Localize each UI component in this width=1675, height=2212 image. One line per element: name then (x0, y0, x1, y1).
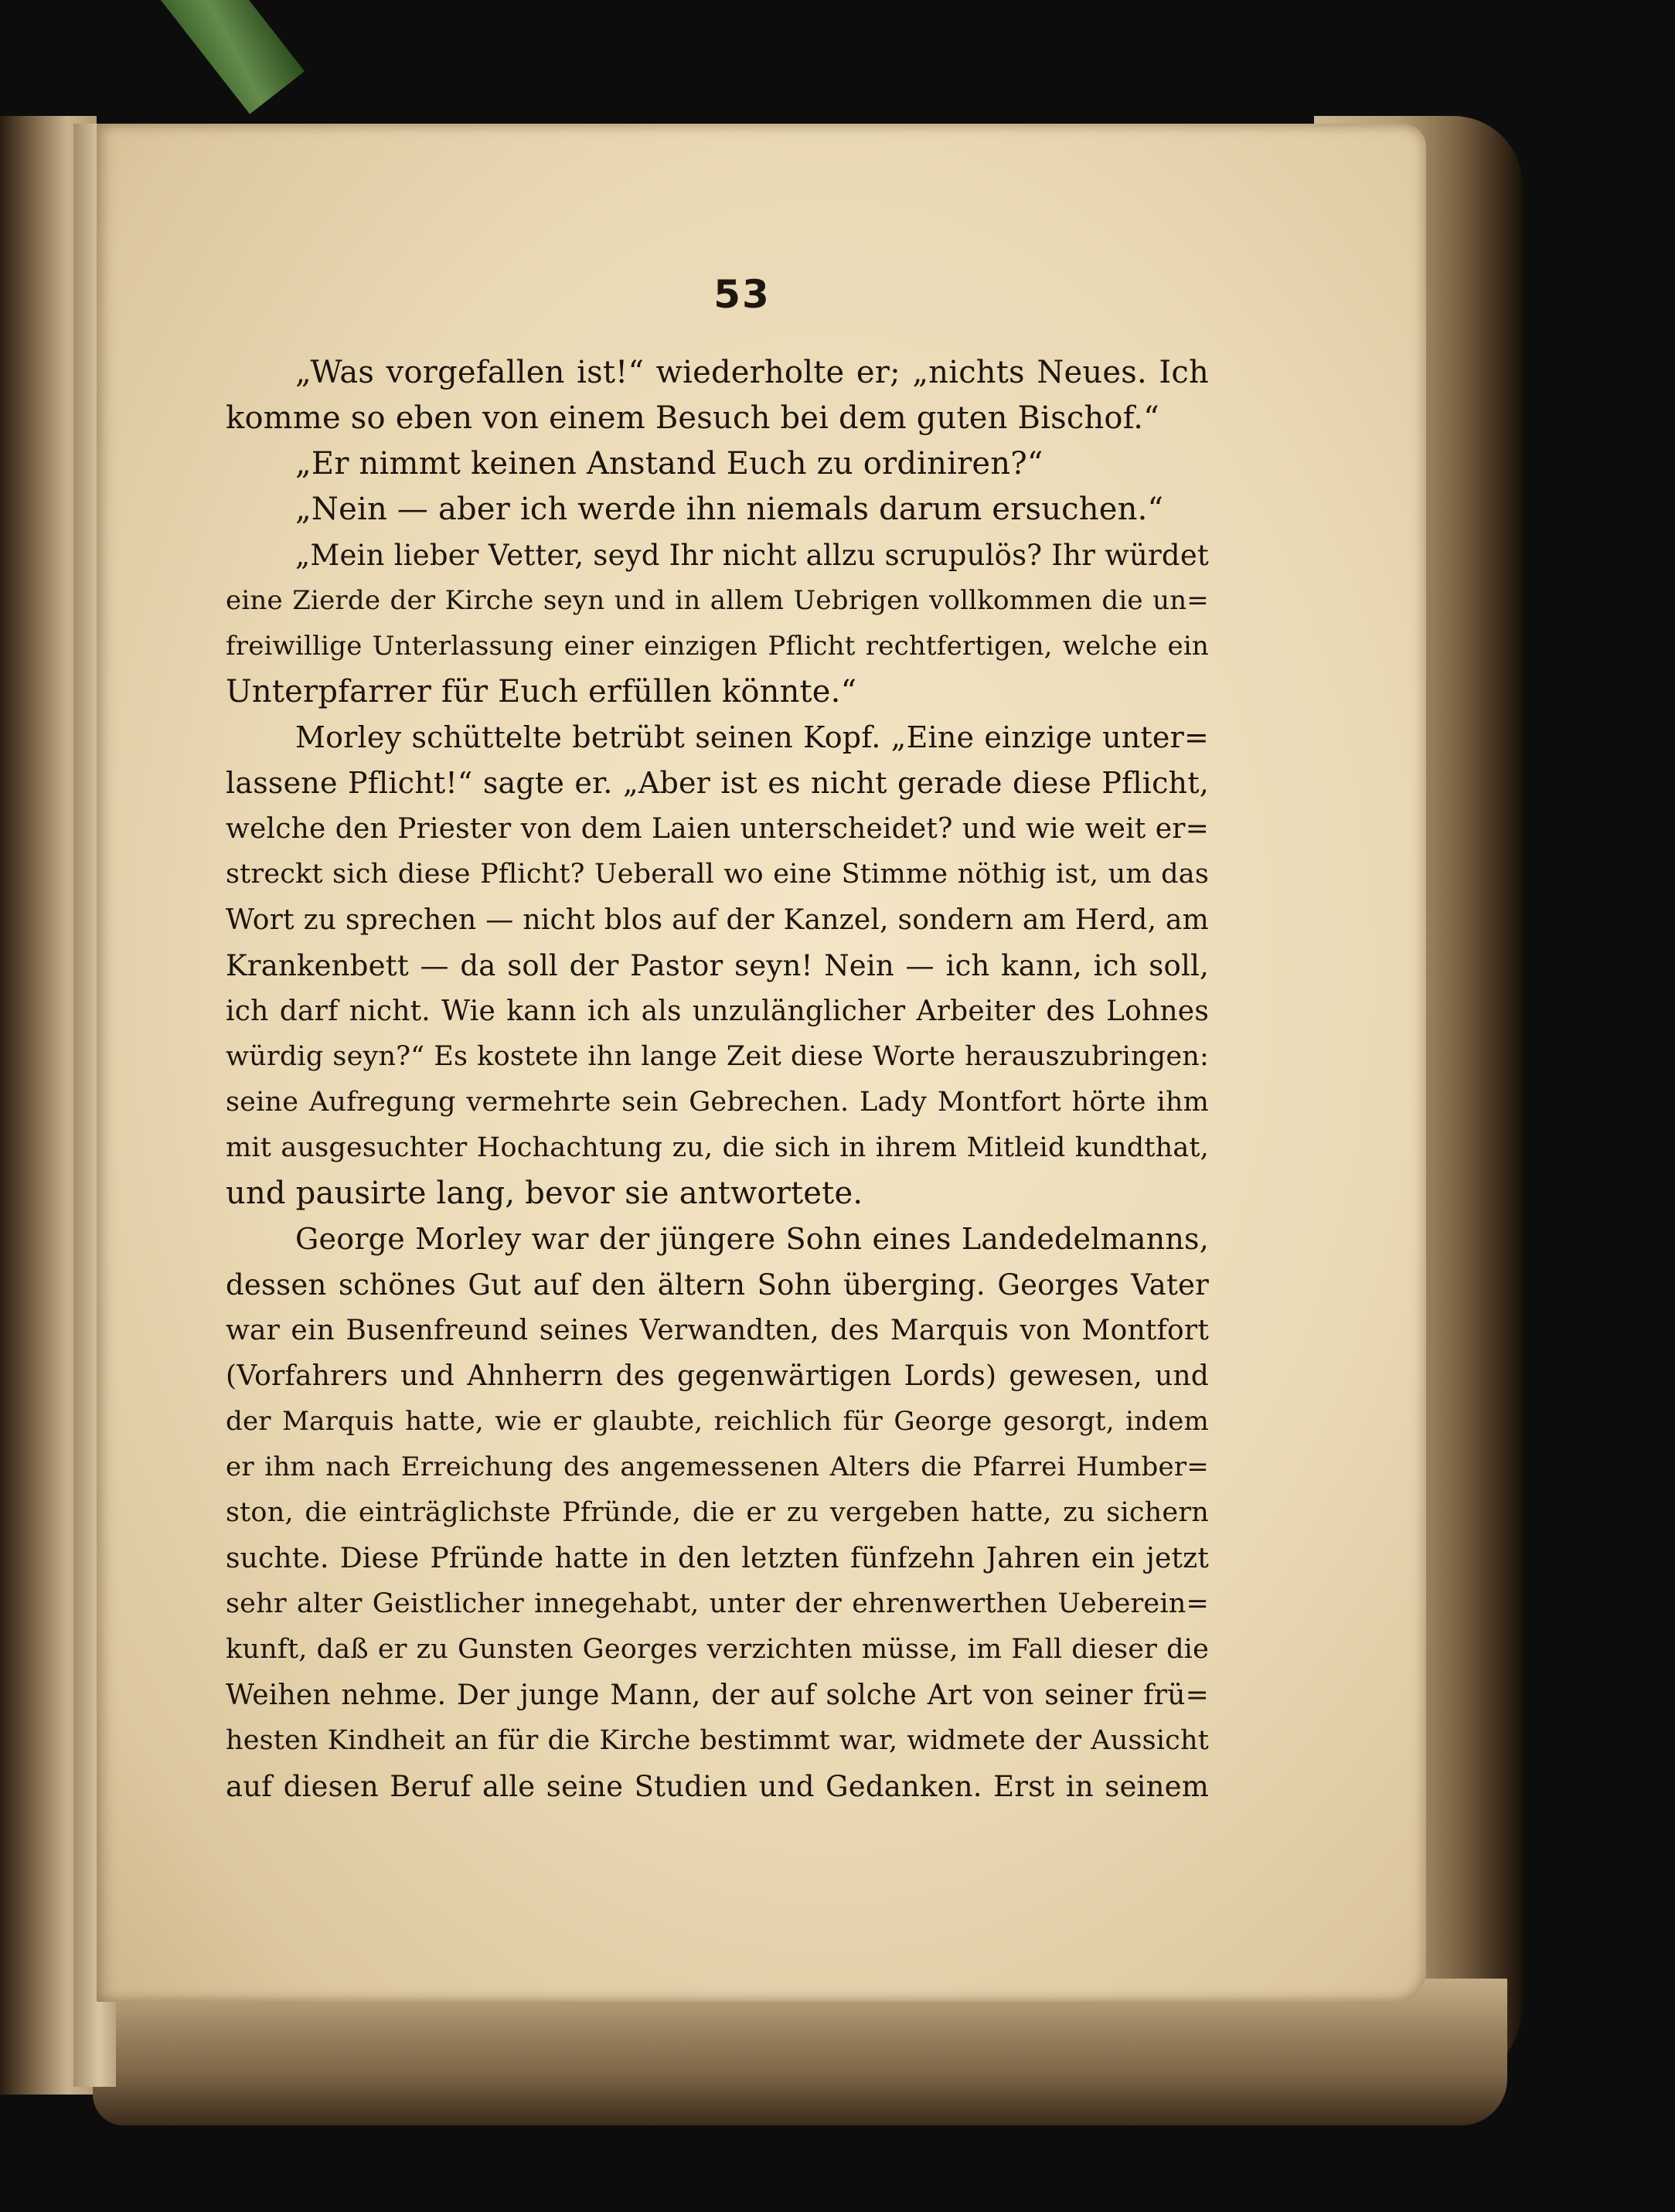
text-line: Krankenbett — da soll der Pastor seyn! Nein — ich kann, ich soll, (226, 949, 1209, 982)
text-line: hesten Kindheit an für die Kirche bestimmt war, widmete der Aussicht (226, 1725, 1209, 1756)
text-line: „Was vorgefallen ist!“ wiederholte er; „nichts Neues. Ich (295, 355, 1209, 390)
text-line: „Nein — aber ich werde ihn niemals darum ersuchen.“ (295, 492, 1164, 527)
text-line: George Morley war der jüngere Sohn eines Landedelmanns, (295, 1222, 1209, 1256)
text-line: dessen schönes Gut auf den ältern Sohn überging. Georges Vater (226, 1268, 1209, 1302)
text-line: Morley schüttelte betrübt seinen Kopf. „Eine einzige unter= (295, 720, 1209, 754)
text-line: lassene Pflicht!“ sagte er. „Aber ist es nicht gerade diese Pflicht, (226, 766, 1209, 800)
text-line: Unterpfarrer für Euch erfüllen könnte.“ (226, 674, 857, 710)
text-line: freiwillige Unterlassung einer einzigen Pflicht rechtfertigen, welche ein (226, 631, 1209, 662)
text-line: streckt sich diese Pflicht? Ueberall wo eine Stimme nöthig ist, um das (226, 859, 1209, 890)
text-line: war ein Busenfreund seines Verwandten, des Marquis von Montfort (226, 1315, 1209, 1346)
text-line: ston, die einträglichste Pfründe, die er zu vergeben hatte, zu sichern (226, 1497, 1209, 1528)
text-line: „Er nimmt keinen Anstand Euch zu ordiniren?“ (295, 446, 1043, 482)
text-line: komme so eben von einem Besuch bei dem guten Bischof.“ (226, 400, 1159, 436)
text-line: Wort zu sprechen — nicht blos auf der Kanzel, sondern am Herd, am (226, 904, 1209, 936)
text-line: der Marquis hatte, wie er glaubte, reichlich für George gesorgt, indem (226, 1406, 1209, 1437)
text-line: auf diesen Beruf alle seine Studien und Gedanken. Erst in seinem (226, 1770, 1209, 1803)
text-line: welche den Priester von dem Laien unterscheidet? und wie weit er= (226, 813, 1209, 845)
text-line: mit ausgesuchter Hochachtung zu, die sich in ihrem Mitleid kundthat, (226, 1132, 1209, 1163)
text-line: eine Zierde der Kirche seyn und in allem Uebrigen vollkommen die un= (226, 585, 1209, 616)
text-line: suchte. Diese Pfründe hatte in den letzten fünfzehn Jahren ein jetzt (226, 1543, 1209, 1574)
text-line: Weihen nehme. Der junge Mann, der auf solche Art von seiner frü= (226, 1679, 1209, 1711)
text-line: sehr alter Geistlicher innegehabt, unter der ehrenwerthen Ueberein= (226, 1588, 1209, 1619)
text-line: würdig seyn?“ Es kostete ihn lange Zeit diese Worte herauszubringen: (226, 1041, 1209, 1072)
text-line: „Mein lieber Vetter, seyd Ihr nicht allzu scrupulös? Ihr würdet (295, 539, 1209, 572)
text-line: kunft, daß er zu Gunsten Georges verzichten müsse, im Fall dieser die (226, 1634, 1209, 1665)
text-line: er ihm nach Erreichung des angemessenen Alters die Pfarrei Humber= (226, 1451, 1209, 1482)
text-line: ich darf nicht. Wie kann ich als unzulänglicher Arbeiter des Lohnes (226, 995, 1209, 1027)
text-line: (Vorfahrers und Ahnherrn des gegenwärtigen Lords) gewesen, und (226, 1360, 1209, 1392)
text-line: seine Aufregung vermehrte sein Gebrechen. Lady Montfort hörte ihm (226, 1087, 1209, 1118)
page-text (226, 350, 1209, 1809)
text-line: und pausirte lang, bevor sie antwortete. (226, 1176, 863, 1211)
page-number: 53 (713, 272, 771, 317)
